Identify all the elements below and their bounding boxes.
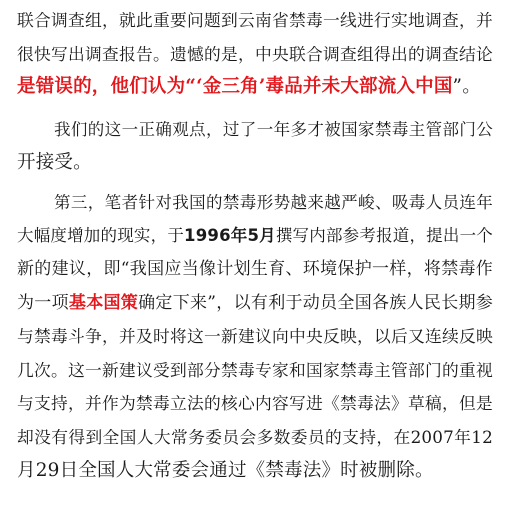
paragraph-2-line-1 <box>54 113 493 147</box>
text-run: 与支持，并作为禁毒立法的核心内容写进《禁毒法》草稿，但是 <box>17 393 493 413</box>
paragraph-3-line-4 <box>17 286 493 320</box>
text-run: 却没有得到全国人大常务委员会多数委员的支持，在2007年12 <box>17 427 493 447</box>
text-run: 撰写内部参考报道，提出一个 <box>275 226 493 245</box>
paragraph-3-line-8 <box>17 420 493 454</box>
paragraph-3-line-3 <box>17 252 493 286</box>
paragraph-3-line-9 <box>17 454 493 488</box>
text-run: 很快写出调查报告。遗憾的是，中央联合调查组得出的调查结论 <box>17 44 493 64</box>
paragraph-3-line-6 <box>17 353 493 387</box>
text-run: 月29日全国人大常委会通过《禁毒法》时被删除。 <box>17 460 434 481</box>
paragraph-3-line-2 <box>17 219 493 253</box>
date-bold: 1996年5月 <box>184 226 276 245</box>
text-run: 与禁毒斗争，并及时将这一新建议向中央反映，以后又连续反映 <box>17 326 493 346</box>
text-run: 第三，笔者针对我国的禁毒形势越来越严峻、吸毒人员连年 <box>54 193 493 212</box>
text-run: 大幅度增加的现实，于 <box>17 226 185 245</box>
paragraph-3-line-5 <box>17 319 493 353</box>
text-run: 为一项 <box>17 293 69 313</box>
paragraph-1-line-2 <box>17 37 493 71</box>
paragraph-3-line-7 <box>17 386 493 420</box>
highlighted-conclusion: 是错误的，他们认为“‘金三角’毒品并未大部流入中国 <box>17 76 453 97</box>
paragraph-2-line-2 <box>17 146 493 180</box>
text-run: 联合调查组，就此重要问题到云南省禁毒一线进行实地调查，并 <box>17 10 493 30</box>
paragraph-3-line-1 <box>54 186 493 220</box>
paragraph-1-line-1 <box>17 3 493 37</box>
text-run: ”。 <box>452 76 481 97</box>
text-run: 我们的这一正确观点，过了一年多才被国家禁毒主管部门公 <box>54 120 493 139</box>
highlighted-basic-policy: 基本国策 <box>68 293 139 313</box>
paragraph-1-line-3 <box>17 70 493 104</box>
text-run: 几次。这一新建议受到部分禁毒专家和国家禁毒主管部门的重视 <box>17 360 493 380</box>
text-run: 确定下来”，以有利于动员全国各族人民长期参 <box>138 293 493 313</box>
text-run: 新的建议，即“我国应当像计划生育、环境保护一样，将禁毒作 <box>17 259 493 279</box>
text-run: 开接受。 <box>17 152 92 173</box>
